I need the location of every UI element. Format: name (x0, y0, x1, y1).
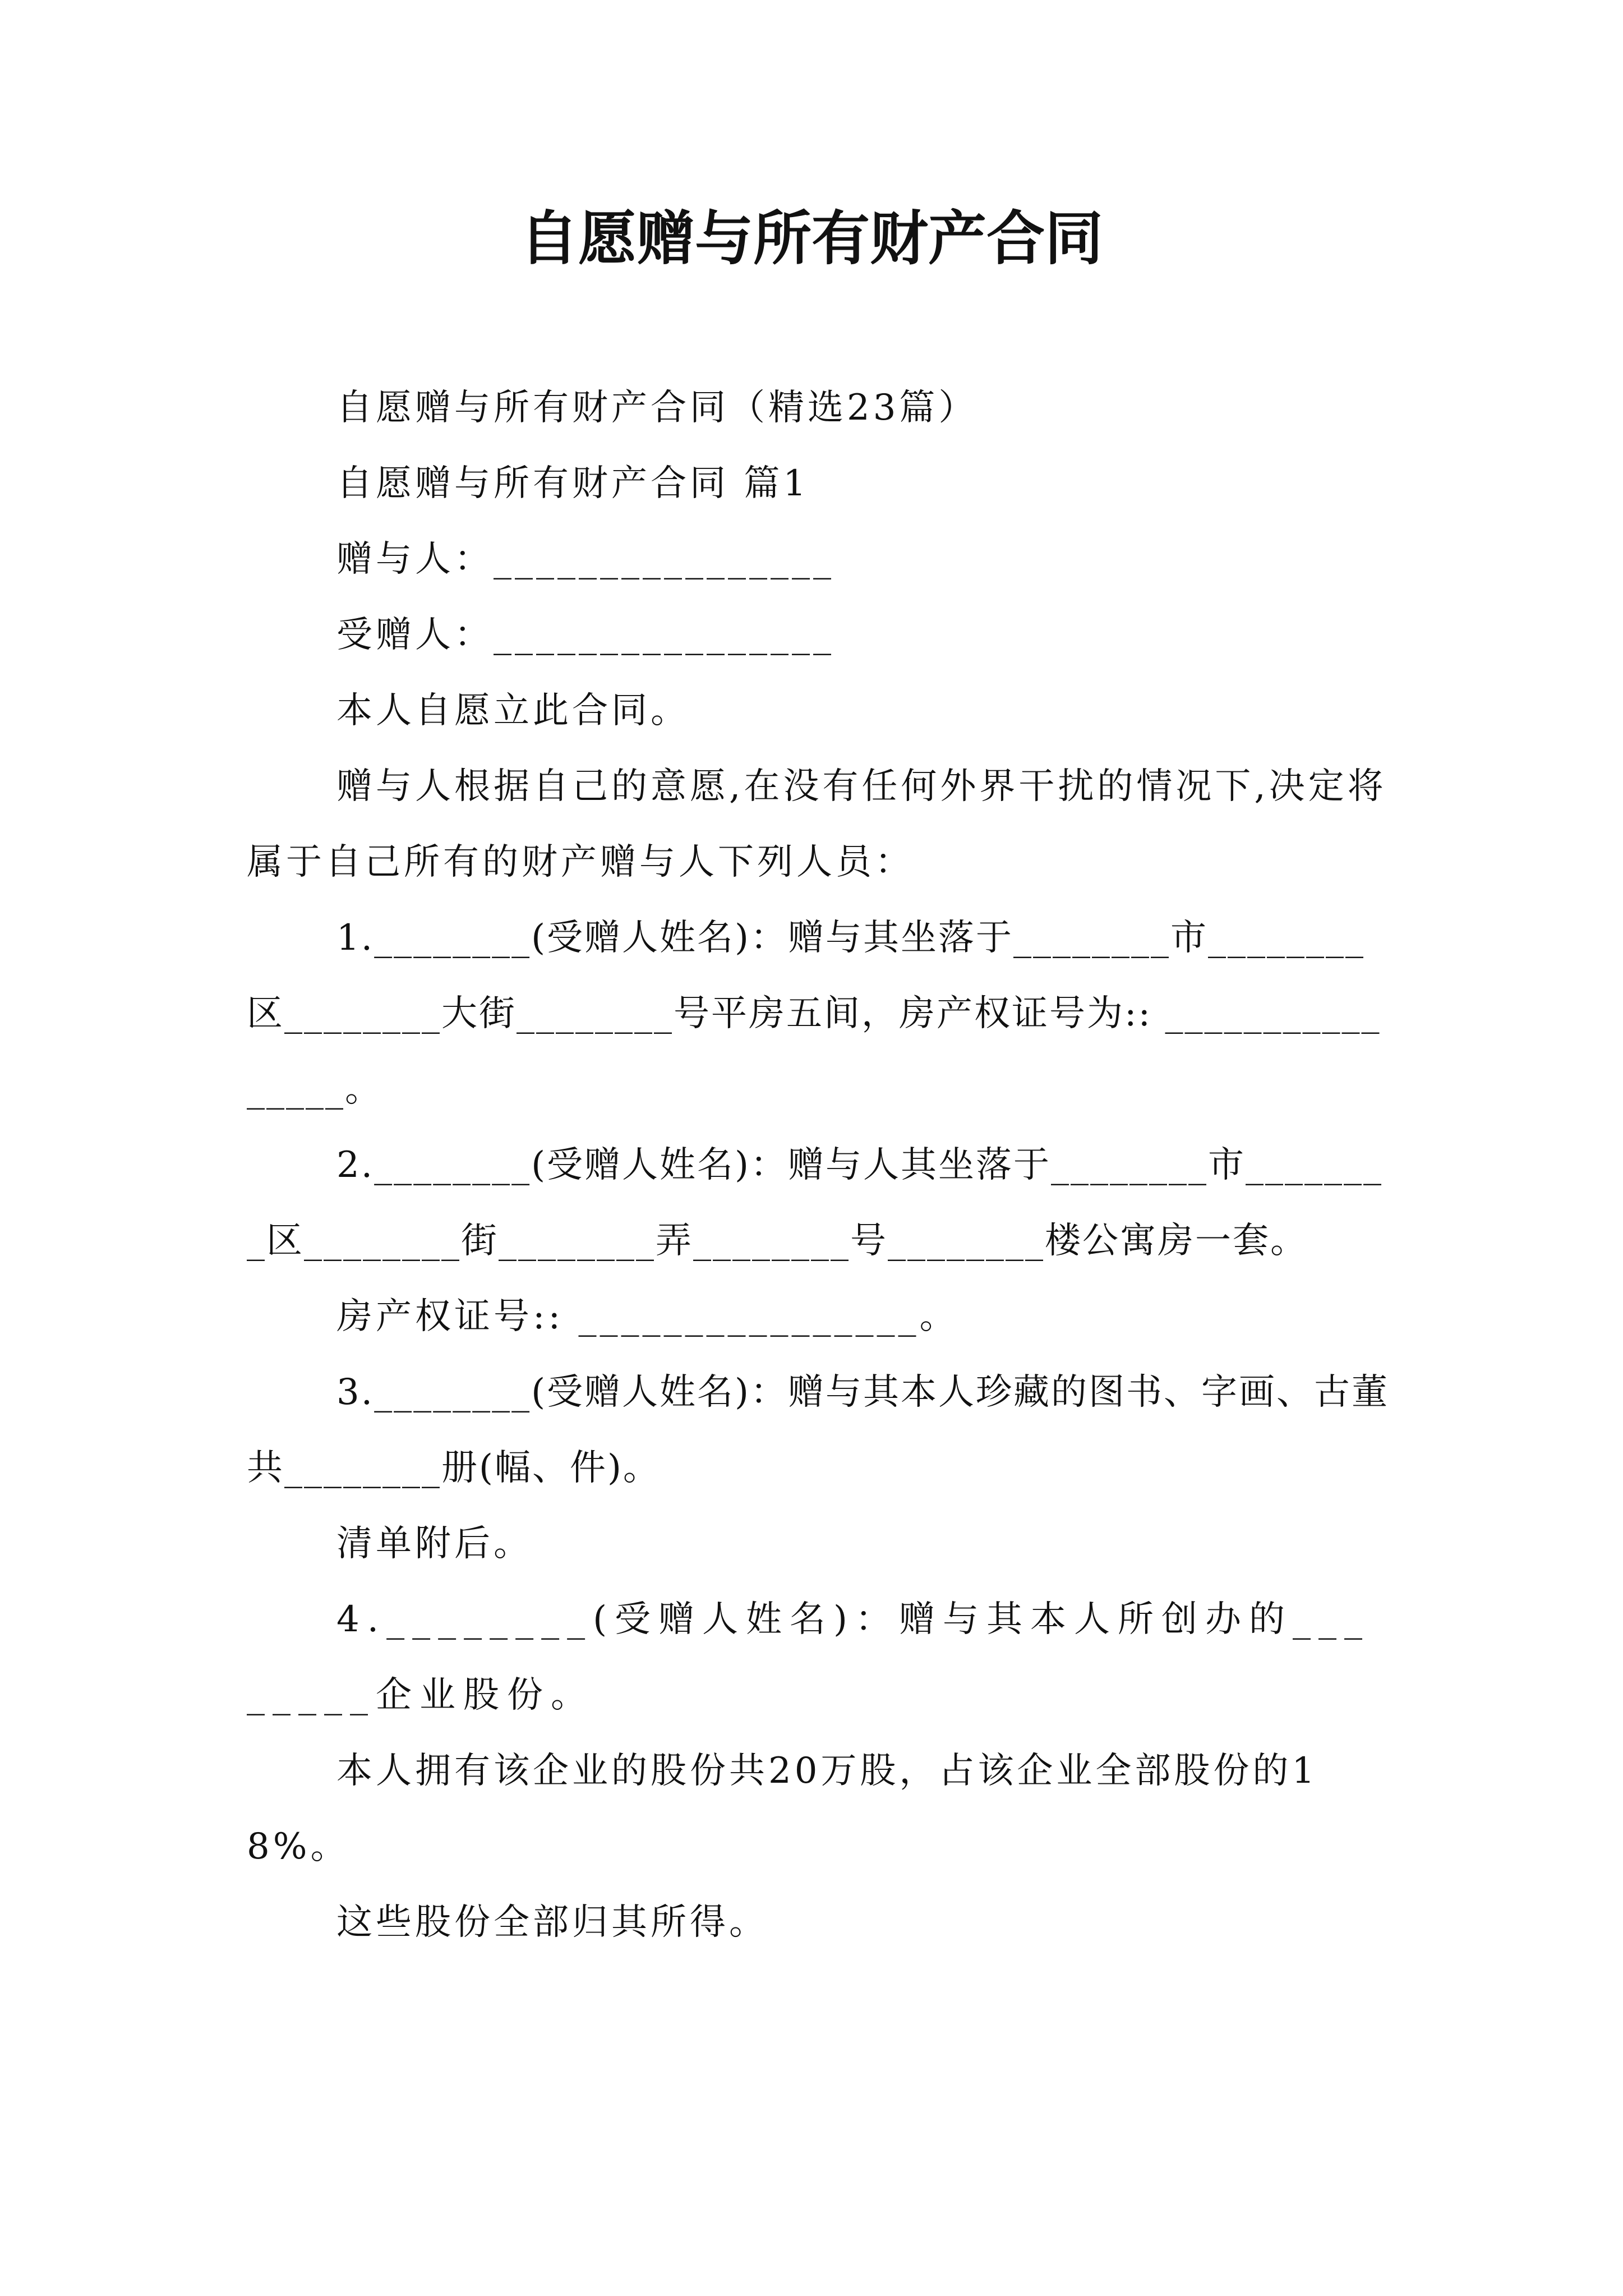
paragraph-property-certificate: 房产权证号:: ________________。 (336, 1296, 959, 1337)
paragraph-item-4: 4.________(受赠人姓名)：赠与其本人所创办的________企业股份。 (247, 1599, 1370, 1716)
paragraph-item-2: 2.________(受赠人姓名)：赠与人其坐落于________市________区________街________弄________号________楼公寓房一套。 (247, 1144, 1383, 1262)
paragraph-recipient: 受赠人：________________ (336, 614, 834, 656)
subtitle: 自愿赠与所有财产合同（精选23篇） (336, 387, 978, 429)
document-title: 自愿赠与所有财产合同 (519, 204, 1103, 273)
paragraph-shares-ownership: 这些股份全部归其所得。 (336, 1902, 768, 1943)
document-body (247, 370, 1391, 1961)
paragraph-statement: 本人自愿立此合同。 (336, 690, 690, 731)
paragraph-intention: 赠与人根据自己的意愿,在没有任何外界干扰的情况下,决定将属于自己所有的财产赠与人下列人员： (247, 766, 1387, 883)
paragraph-donor: 赠与人：________________ (336, 539, 834, 580)
paragraph-item-3: 3.________(受赠人姓名)：赠与其本人珍藏的图书、字画、古董共________册(幅、件)。 (247, 1372, 1389, 1489)
paragraph-item-1: 1.________(受赠人姓名)：赠与其坐落于________市________区________大街________号平房五间，房产权证号为:: ________________。 (247, 917, 1381, 1110)
paragraph-list-attached: 清单附后。 (336, 1523, 533, 1565)
paragraph-shares: 本人拥有该企业的股份共20万股，占该企业全部股份的18%。 (247, 1750, 1318, 1867)
section-title: 自愿赠与所有财产合同 篇1 (336, 463, 810, 504)
